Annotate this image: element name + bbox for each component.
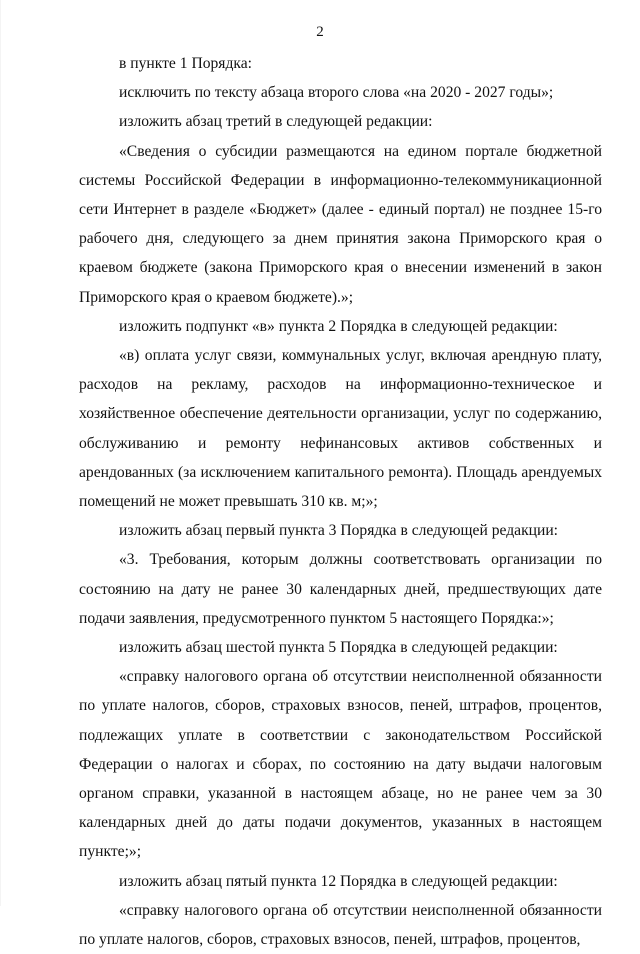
paragraph-7: изложить абзац первый пункта 3 Порядка в следующей редакции:	[119, 522, 559, 540]
paragraph-12: «справку налогового органа об отсутствии неисполненной обязанности по уплате налогов, сборов, страховых взносов, пеней, штрафов, процентов,	[79, 901, 602, 949]
paragraph-10: «справку налогового органа об отсутствии неисполненной обязанности по уплате налогов, сборов, страховых взносов, пеней, штрафов, процентов, подлежащих уплате в соответствии с законодательством Российской Федерации о налогах и сборах, по состоянию на дату выдачи налоговым органом справки, указанной в настоящем абзаце, но не ранее чем за 30 календарных дней до даты подачи документов, указанных в настоящем пункте;»;	[79, 668, 602, 861]
paragraph-8: «3. Требования, которым должны соответствовать организации по состоянию на дату не ранее 30 календарных дней, предшествующих дате подачи заявления, предусмотренного пунктом 5 настоящего Порядка:»;	[79, 551, 602, 627]
paragraph-6: «в) оплата услуг связи, коммунальных услуг, включая арендную плату, расходов на рекламу, расходов на информационно-техническое и хозяйственное обеспечение деятельности организации, услуг по содержанию, обслуживанию и ремонту нефинансовых активов собственных и арендованных (за исключением капитального ремонта). Площадь арендуемых помещений не может превышать 310 кв. м;»;	[79, 347, 602, 511]
paragraph-5: изложить подпункт «в» пункта 2 Порядка в следующей редакции:	[119, 317, 558, 335]
paragraph-11: изложить абзац пятый пункта 12 Порядка в следующей редакции:	[119, 872, 558, 890]
page-number: 2	[316, 24, 324, 40]
paragraph-2: исключить по тексту абзаца второго слова «на 2020 - 2027 годы»;	[119, 84, 554, 102]
scan-edge	[0, 0, 1, 906]
document-body	[79, 49, 602, 954]
paragraph-9: изложить абзац шестой пункта 5 Порядка в следующей редакции:	[119, 639, 558, 657]
paragraph-1: в пункте 1 Порядка:	[119, 55, 253, 72]
paragraph-4: «Сведения о субсидии размещаются на едином портале бюджетной системы Российской Федерации в информационно-телекоммуникационной сети Интернет в разделе «Бюджет» (далее - единый портал) не позднее 15-го рабочего дня, следующего за днем принятия закона Приморского края о краевом бюджете (закона Приморского края о внесении изменений в закон Приморского края о краевом бюджете).»;	[79, 142, 602, 306]
paragraph-3: изложить абзац третий в следующей редакции:	[119, 113, 433, 131]
